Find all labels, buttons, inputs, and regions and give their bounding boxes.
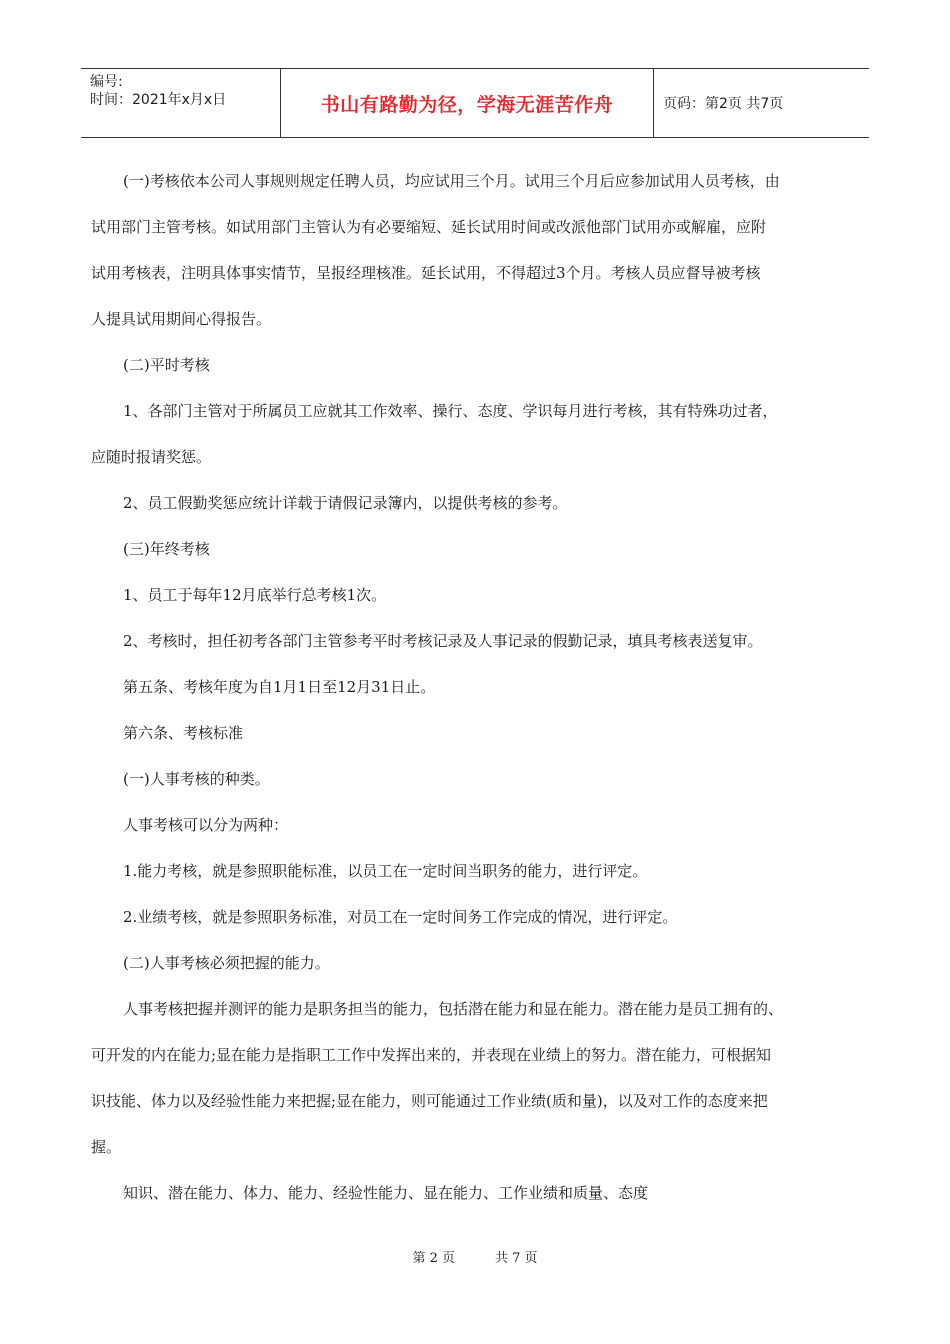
paragraph-line: 人事考核可以分为两种： <box>123 816 289 834</box>
paragraph-line: 试用考核表，注明具体事实情节，呈报经理核准。延长试用，不得超过3个月。考核人员应督导被考核 <box>91 264 761 282</box>
article-line: 第五条、考核年度为自1月1日至12月31日止。 <box>123 678 436 696</box>
paragraph-line: (一)考核依本公司人事规则规定任聘人员，均应试用三个月。试用三个月后应参加试用人员考核，由 <box>123 172 780 190</box>
section-heading: (二)人事考核必须把握的能力。 <box>123 954 330 972</box>
paragraph-line: 识技能、体力以及经验性能力来把握;显在能力，则可能通过工作业绩(质和量)，以及对工作的态度来把 <box>91 1092 768 1110</box>
paragraph-line: 可开发的内在能力;显在能力是指职工工作中发挥出来的，并表现在业绩上的努力。潜在能力，可根据知 <box>91 1046 772 1064</box>
header-page-info: 页码：第2页 共7页 <box>663 96 784 112</box>
page-header <box>81 68 869 138</box>
footer-page-total: 共 7 页 <box>495 1251 538 1266</box>
paragraph-line: 2、员工假勤奖惩应统计详载于请假记录簿内，以提供考核的参考。 <box>123 494 568 512</box>
section-heading: (三)年终考核 <box>123 540 210 558</box>
header-motto: 书山有路勤为径，学海无涯苦作舟 <box>320 93 614 116</box>
page-footer <box>0 1247 950 1266</box>
time-label: 时间：2021年x月x日 <box>90 92 227 108</box>
paragraph-line: 应随时报请奖惩。 <box>91 448 212 466</box>
paragraph-line: 握。 <box>91 1138 122 1156</box>
paragraph-line: 人事考核把握并测评的能力是职务担当的能力，包括潜在能力和显在能力。潜在能力是员工拥有的、 <box>123 1000 784 1018</box>
header-motto-cell <box>281 69 654 137</box>
header-meta <box>81 69 281 137</box>
paragraph-line: 试用部门主管考核。如试用部门主管认为有必要缩短、延长试用时间或改派他部门试用亦或解雇，应附 <box>91 218 767 236</box>
paragraph-line: 1、各部门主管对于所属员工应就其工作效率、操行、态度、学识每月进行考核，其有特殊功过者， <box>123 402 778 420</box>
section-heading: (一)人事考核的种类。 <box>123 770 270 788</box>
paragraph-line: 知识、潜在能力、体力、能力、经验性能力、显在能力、工作业绩和质量、态度 <box>123 1184 649 1202</box>
paragraph-line: 1、员工于每年12月底举行总考核1次。 <box>123 586 387 604</box>
article-heading: 第六条、考核标准 <box>123 724 244 742</box>
paragraph-line: 人提具试用期间心得报告。 <box>91 310 272 328</box>
section-heading: (二)平时考核 <box>123 356 210 374</box>
paragraph-line: 2、考核时，担任初考各部门主管参考平时考核记录及人事记录的假勤记录，填具考核表送复审。 <box>123 632 763 650</box>
footer-page-number: 第 2 页 <box>412 1251 455 1266</box>
paragraph-line: 2.业绩考核，就是参照职务标准，对员工在一定时间务工作完成的情况，进行评定。 <box>123 908 678 926</box>
code-label: 编号: <box>90 74 123 90</box>
paragraph-line: 1.能力考核，就是参照职能标准，以员工在一定时间当职务的能力，进行评定。 <box>123 862 648 880</box>
